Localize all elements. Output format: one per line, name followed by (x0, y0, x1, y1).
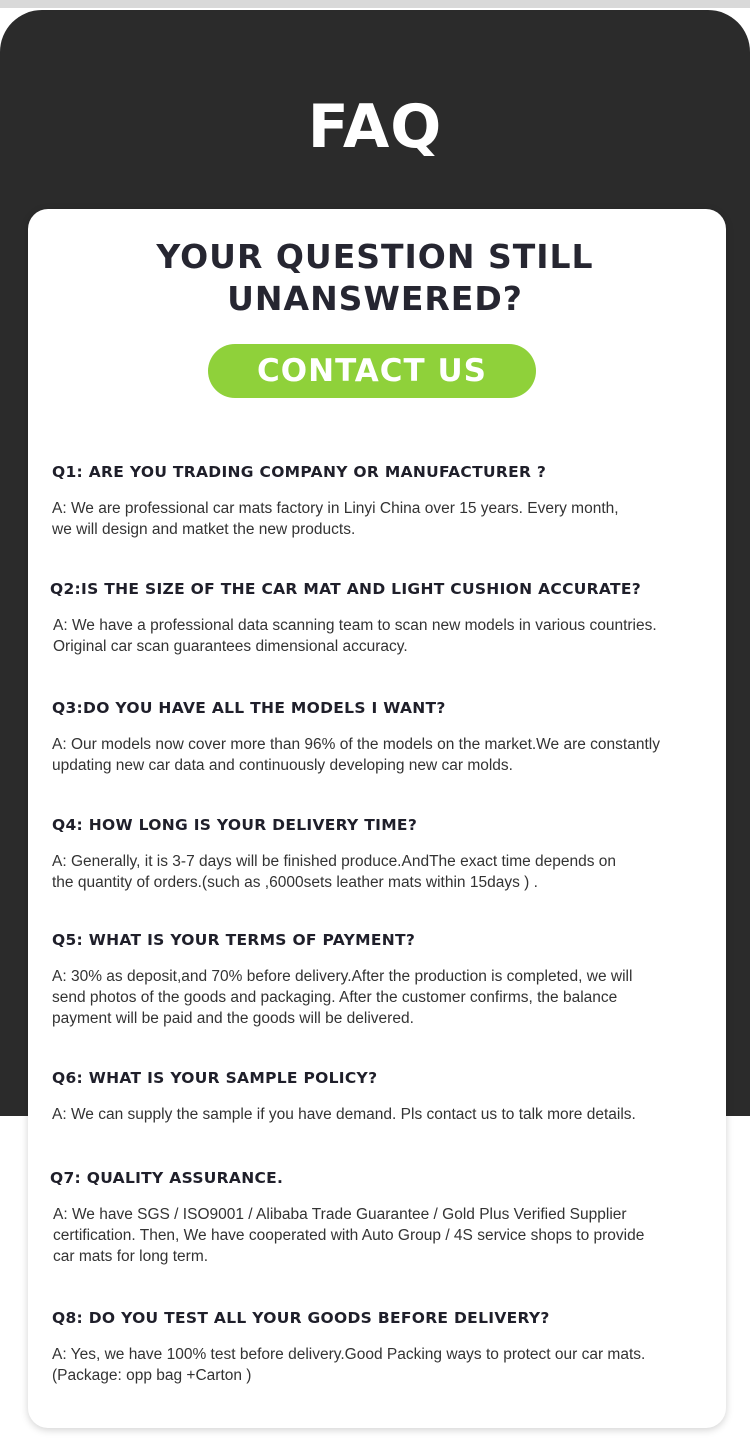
answer-line: car mats for long term. (53, 1248, 209, 1265)
faq-question: Q8: DO YOU TEST ALL YOUR GOODS BEFORE DELIVERY? (52, 1309, 550, 1327)
answer-line: A: We are professional car mats factory in Linyi China over 15 years. Every month, (52, 500, 619, 517)
headline-line-1: YOUR QUESTION STILL (156, 237, 594, 276)
faq-answer (53, 1204, 720, 1267)
faq-question: Q7: QUALITY ASSURANCE. (50, 1169, 284, 1187)
answer-line: payment will be paid and the goods will be delivered. (52, 1010, 414, 1027)
top-strip (0, 0, 750, 8)
answer-line: A: We have SGS / ISO9001 / Alibaba Trade Guarantee / Gold Plus Verified Supplier (53, 1206, 627, 1223)
answer-line: certification. Then, We have cooperated with Auto Group / 4S service shops to provide (53, 1227, 645, 1244)
faq-answer (52, 734, 722, 776)
faq-item-8 (52, 1308, 722, 1386)
answer-line: A: We can supply the sample if you have demand. Pls contact us to talk more details. (52, 1106, 636, 1123)
faq-item-1 (52, 462, 722, 540)
faq-question: Q6: WHAT IS YOUR SAMPLE POLICY? (52, 1069, 378, 1087)
faq-question: Q1: ARE YOU TRADING COMPANY OR MANUFACTURER ? (52, 463, 547, 481)
faq-answer (53, 615, 720, 657)
faq-item-7 (50, 1168, 720, 1267)
answer-line: A: Our models now cover more than 96% of the models on the market.We are constantly (52, 736, 660, 753)
answer-line: A: Generally, it is 3-7 days will be finished produce.AndThe exact time depends on (52, 853, 617, 870)
answer-line: (Package: opp bag +Carton ) (52, 1367, 252, 1384)
answer-line: we will design and matket the new products. (52, 521, 356, 538)
faq-item-4 (52, 815, 722, 893)
answer-line: the quantity of orders.(such as ,6000sets leather mats within 15days ) . (52, 874, 538, 891)
contact-us-button[interactable]: CONTACT US (208, 344, 536, 398)
page-title: FAQ (307, 92, 443, 162)
faq-question: Q4: HOW LONG IS YOUR DELIVERY TIME? (52, 816, 418, 834)
faq-item-5 (52, 930, 722, 1029)
faq-question: Q3:DO YOU HAVE ALL THE MODELS I WANT? (52, 699, 446, 717)
faq-item-6 (52, 1068, 722, 1125)
faq-answer (52, 1104, 722, 1125)
answer-line: send photos of the goods and packaging. After the customer confirms, the balance (52, 989, 618, 1006)
faq-item-2 (50, 579, 720, 657)
answer-line: Original car scan guarantees dimensional accuracy. (53, 638, 408, 655)
answer-line: A: Yes, we have 100% test before delivery.Good Packing ways to protect our car mats. (52, 1346, 646, 1363)
faq-answer (52, 1344, 722, 1386)
faq-answer (52, 498, 722, 540)
answer-line: A: 30% as deposit,and 70% before delivery.After the production is completed, we will (52, 968, 633, 985)
card-headline (0, 236, 750, 320)
faq-answer (52, 966, 722, 1029)
faq-question: Q2:IS THE SIZE OF THE CAR MAT AND LIGHT CUSHION ACCURATE? (50, 580, 642, 598)
answer-line: updating new car data and continuously developing new car molds. (52, 757, 513, 774)
faq-question: Q5: WHAT IS YOUR TERMS OF PAYMENT? (52, 931, 416, 949)
faq-answer (52, 851, 722, 893)
headline-line-2: UNANSWERED? (227, 279, 523, 318)
faq-item-3 (52, 698, 722, 776)
answer-line: A: We have a professional data scanning team to scan new models in various countries. (53, 617, 657, 634)
